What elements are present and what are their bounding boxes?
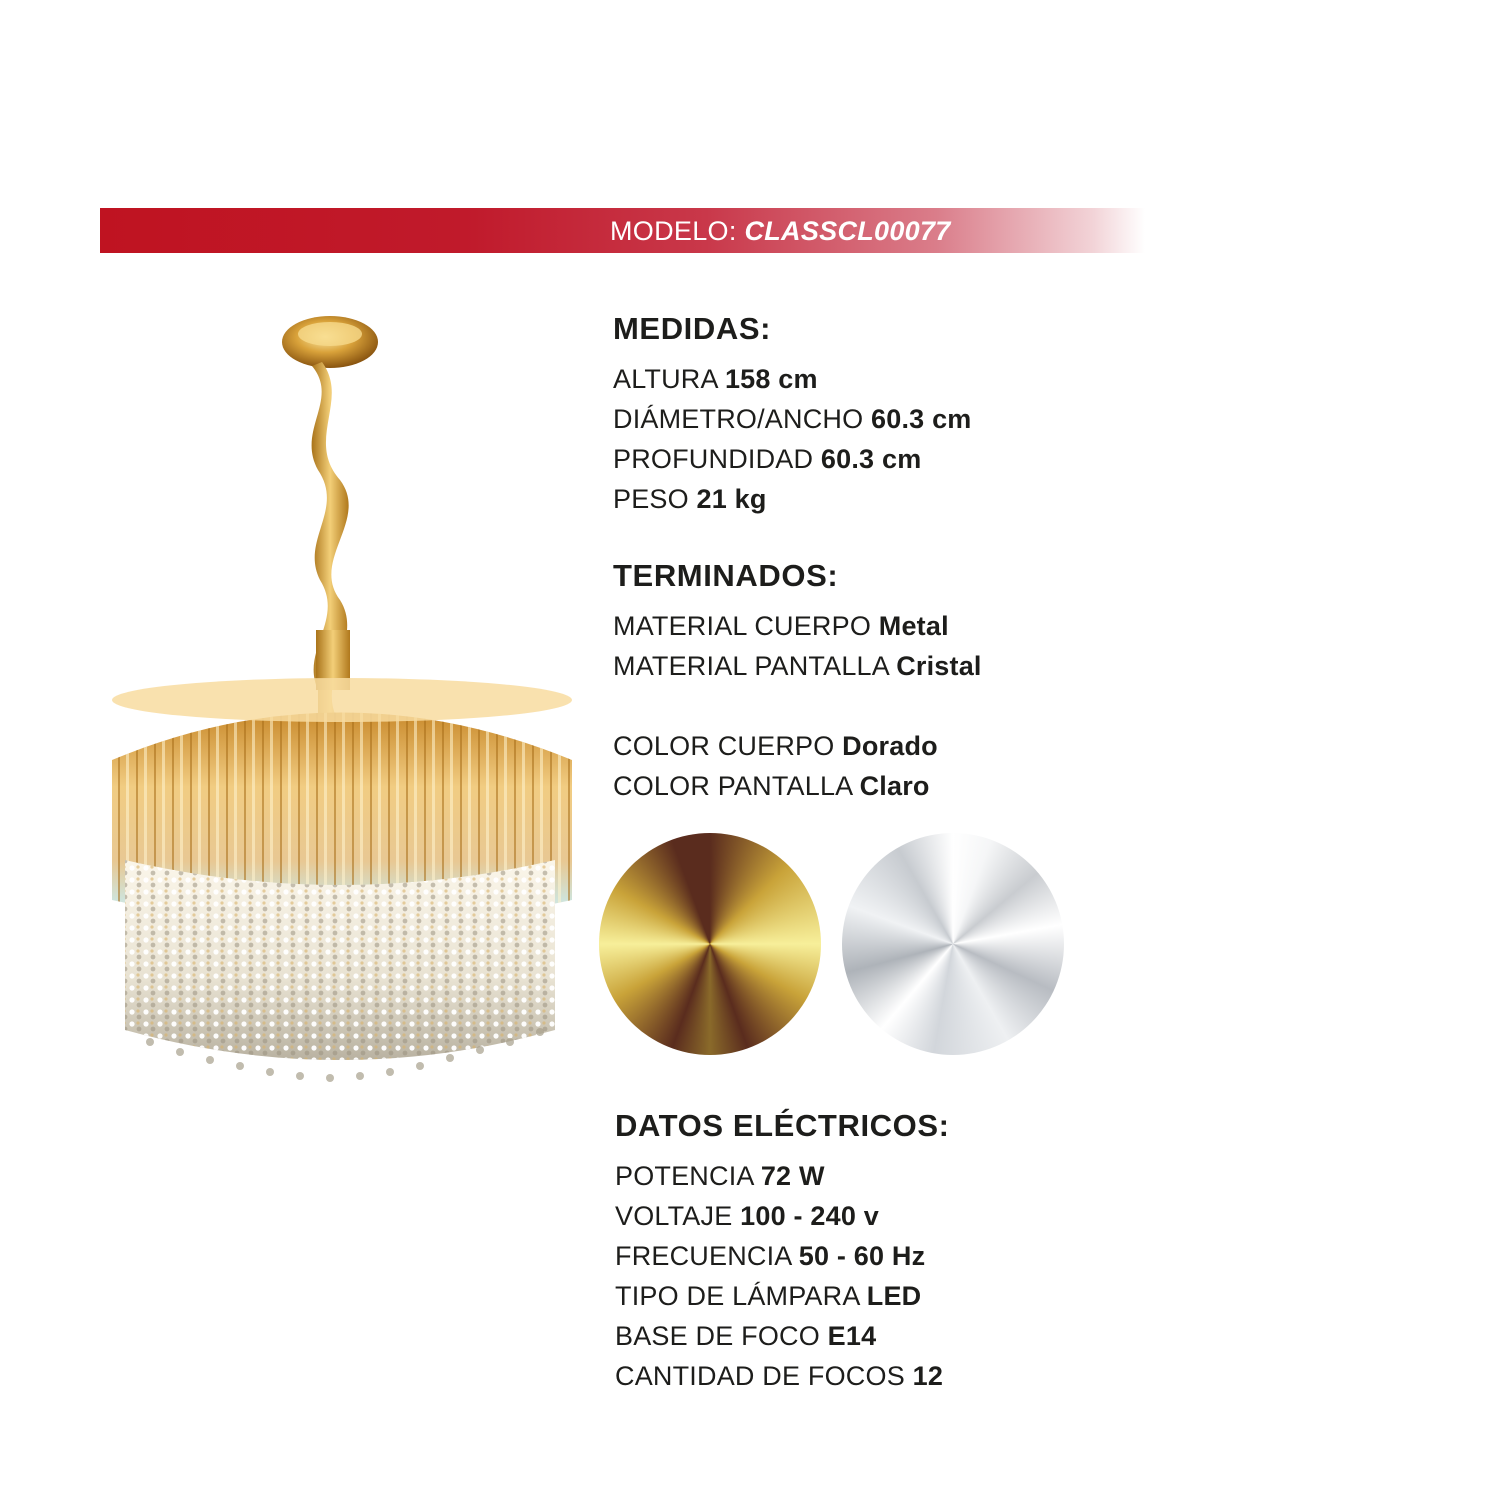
spec-color-pantalla: COLOR PANTALLA Claro [613, 771, 930, 801]
spec-frecuencia: FRECUENCIA 50 - 60 Hz [615, 1241, 926, 1271]
spec-tipo-lampara: TIPO DE LÁMPARA LED [615, 1281, 922, 1311]
spec-material-pantalla: MATERIAL PANTALLA Cristal [613, 651, 982, 681]
spec-color-cuerpo: COLOR CUERPO Dorado [613, 731, 938, 761]
electricos-title: DATOS ELÉCTRICOS: [615, 1108, 950, 1143]
spec-peso: PESO 21 kg [613, 484, 767, 514]
colors-list [613, 726, 938, 806]
electricos-list [615, 1156, 943, 1396]
clear-crystal-swatch [842, 833, 1064, 1055]
model-heading [610, 212, 951, 250]
model-label: MODELO: [610, 216, 737, 246]
medidas-title: MEDIDAS: [613, 311, 772, 346]
spec-material-cuerpo: MATERIAL CUERPO Metal [613, 611, 949, 641]
chandelier-image [100, 300, 590, 1100]
spec-cantidad-focos: CANTIDAD DE FOCOS 12 [615, 1361, 944, 1391]
medidas-list [613, 359, 972, 519]
spec-profundidad: PROFUNDIDAD 60.3 cm [613, 444, 922, 474]
spec-base-foco: BASE DE FOCO E14 [615, 1321, 877, 1351]
spec-diametro: DIÁMETRO/ANCHO 60.3 cm [613, 404, 972, 434]
spec-potencia: POTENCIA 72 W [615, 1161, 825, 1191]
spec-altura: ALTURA 158 cm [613, 364, 818, 394]
terminados-title: TERMINADOS: [613, 558, 839, 593]
model-code: CLASSCL00077 [744, 216, 951, 246]
gold-finish-swatch [599, 833, 821, 1055]
spec-voltaje: VOLTAJE 100 - 240 v [615, 1201, 879, 1231]
materials-list [613, 606, 982, 686]
